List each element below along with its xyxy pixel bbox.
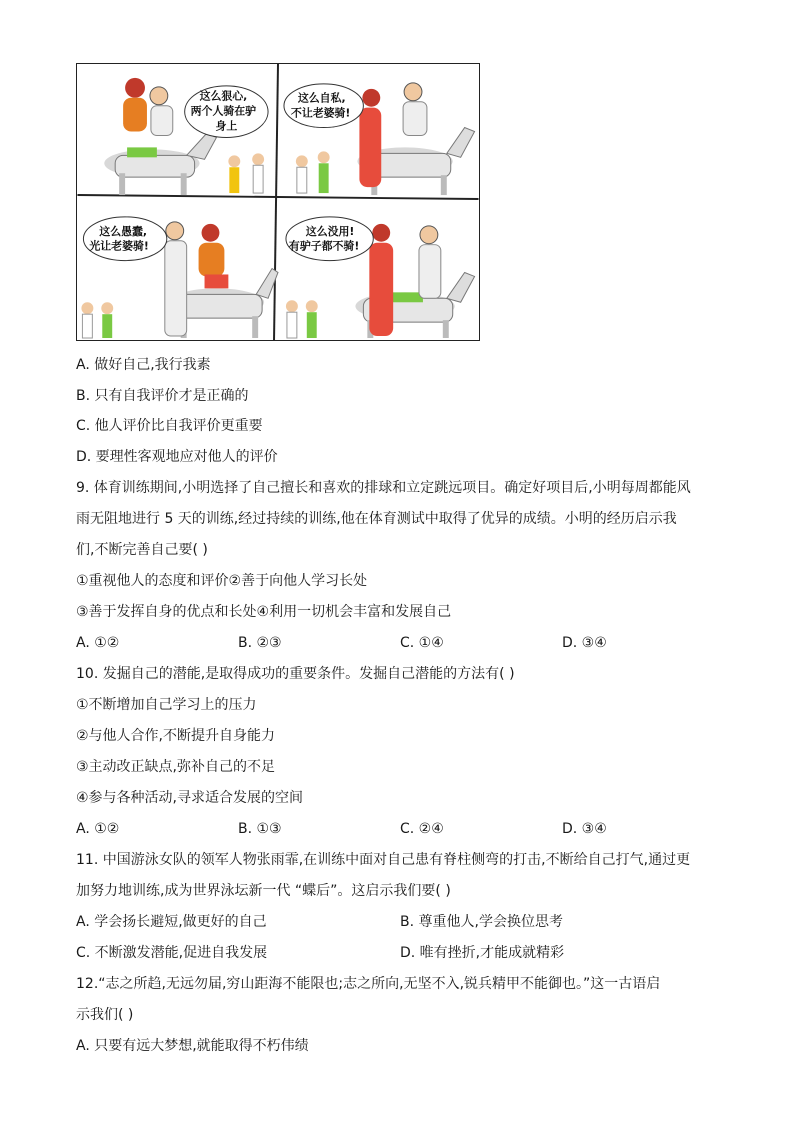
q9-stem-line-1: 9. 体育训练期间,小明选择了自己擅长和喜欢的排球和立定跳远项目。确定好项目后,小明每周都能风 xyxy=(76,480,691,496)
panel-divider-vertical xyxy=(274,64,278,340)
panel-4-bubble-line-1: 这么没用! xyxy=(305,224,355,238)
q11-option-d: D. 唯有挫折,才能成就精彩 xyxy=(400,945,565,961)
comic-svg xyxy=(77,64,479,340)
q10-item-2: ②与他人合作,不断提升自身能力 xyxy=(76,728,276,744)
q10-option-d: D. ③④ xyxy=(562,821,607,837)
q8-option-b: B. 只有自我评价才是正确的 xyxy=(76,388,249,404)
q10-option-a: A. ①② xyxy=(76,821,120,837)
q11-option-b: B. 尊重他人,学会换位思考 xyxy=(400,914,563,930)
q12-stem-line-1: 12.“志之所趋,无远勿届,穷山距海不能限也;志之所向,无坚不入,锐兵精甲不能御也。”这一古语启 xyxy=(76,976,661,992)
panel-3 xyxy=(81,217,278,338)
q10-item-4: ④参与各种活动,寻求适合发展的空间 xyxy=(76,790,304,806)
panel-2-bubble-line-2: 不让老婆骑! xyxy=(290,106,351,120)
q9-items-2: ③善于发挥自身的优点和长处④利用一切机会丰富和发展自己 xyxy=(76,604,452,620)
panel-1 xyxy=(104,78,268,195)
panel-2-bubble-line-1: 这么自私, xyxy=(297,91,346,105)
q11-option-c: C. 不断激发潜能,促进自我发展 xyxy=(76,945,268,961)
q8-option-a: A. 做好自己,我行我素 xyxy=(76,357,211,373)
q10-option-b: B. ①③ xyxy=(238,821,282,837)
q10-option-c: C. ②④ xyxy=(400,821,444,837)
panel-3-bubble-line-2: 光让老婆骑! xyxy=(89,239,149,253)
q12-stem-line-2: 示我们( ) xyxy=(76,1007,134,1023)
q8-option-d: D. 要理性客观地应对他人的评价 xyxy=(76,449,278,465)
q9-option-d: D. ③④ xyxy=(562,635,607,651)
q8-option-c: C. 他人评价比自我评价更重要 xyxy=(76,418,263,434)
q12-option-a: A. 只要有远大梦想,就能取得不朽伟绩 xyxy=(76,1038,309,1054)
q10-stem: 10. 发掘自己的潜能,是取得成功的重要条件。发掘自己潜能的方法有( ) xyxy=(76,666,515,682)
panel-1-bubble-line-2: 两个人骑在驴 xyxy=(190,104,257,118)
panel-divider-horizontal xyxy=(77,195,478,199)
comic-illustration xyxy=(76,63,480,341)
panel-1-bubble-line-1: 这么狠心, xyxy=(199,89,248,103)
q11-stem-line-2: 加努力地训练,成为世界泳坛新一代 “蝶后”。这启示我们要( ) xyxy=(76,883,451,899)
q10-item-3: ③主动改正缺点,弥补自己的不足 xyxy=(76,759,276,775)
q9-stem-line-3: 们,不断完善自己要( ) xyxy=(76,542,208,558)
panel-4 xyxy=(286,217,475,338)
panel-2 xyxy=(284,83,475,195)
q11-stem-line-1: 11. 中国游泳女队的领军人物张雨霏,在训练中面对自己患有脊柱侧弯的打击,不断给自己打气,通过更 xyxy=(76,852,691,868)
panel-1-bubble-line-3: 身上 xyxy=(215,119,238,133)
q9-option-a: A. ①② xyxy=(76,635,120,651)
q9-option-b: B. ②③ xyxy=(238,635,282,651)
q10-item-1: ①不断增加自己学习上的压力 xyxy=(76,697,257,713)
panel-3-bubble-line-1: 这么愚蠢, xyxy=(99,224,148,238)
q9-option-c: C. ①④ xyxy=(400,635,444,651)
panel-4-bubble-line-2: 有驴子都不骑! xyxy=(288,239,360,253)
q11-option-a: A. 学会扬长避短,做更好的自己 xyxy=(76,914,267,930)
q9-stem-line-2: 雨无阻地进行 5 天的训练,经过持续的训练,他在体育测试中取得了优异的成绩。小明的经历启示我 xyxy=(76,511,677,527)
q9-items-1: ①重视他人的态度和评价②善于向他人学习长处 xyxy=(76,573,368,589)
